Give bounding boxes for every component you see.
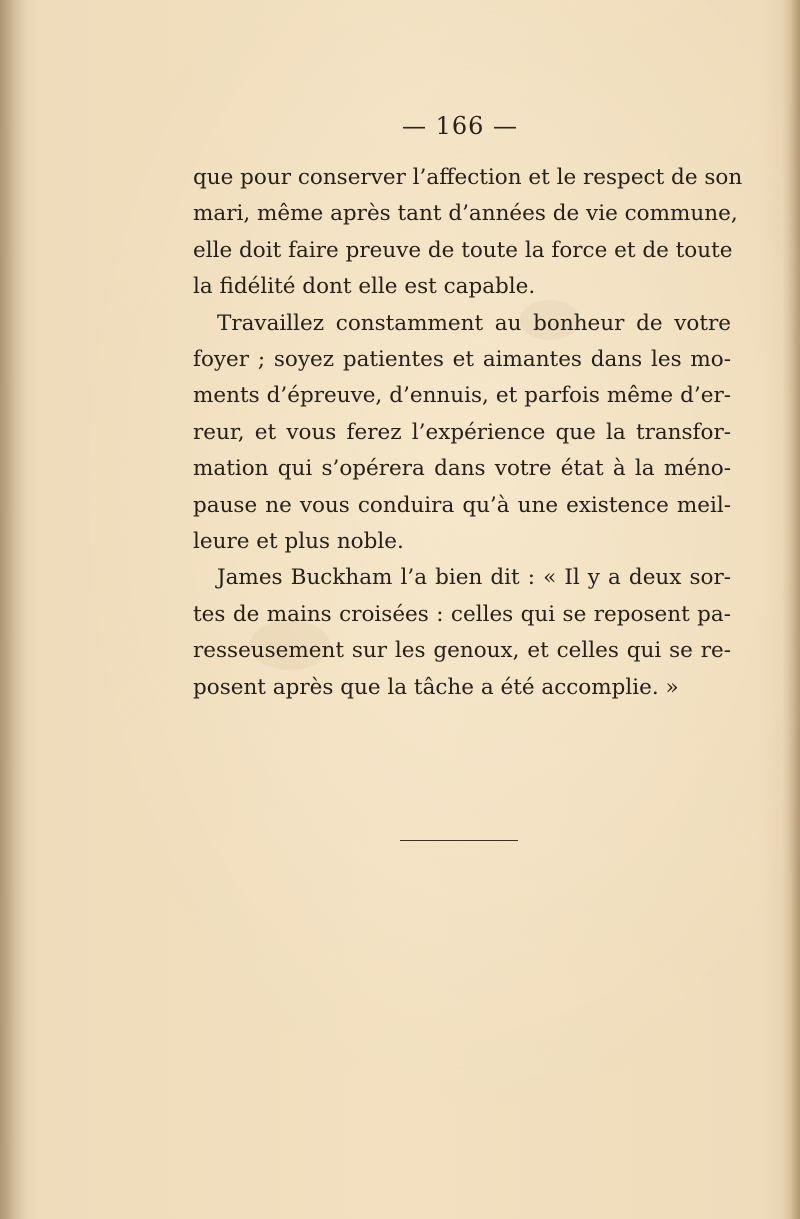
- page-number: — 166 —: [401, 112, 519, 140]
- text-line: pause ne vous conduira qu’à une existence meil-: [193, 492, 731, 518]
- text-line: mari, même après tant d’années de vie commune,: [193, 201, 738, 227]
- text-line: foyer ; soyez patientes et aimantes dans les mo-: [193, 347, 731, 373]
- text-line: Travaillez constamment au bonheur de votre: [217, 310, 731, 336]
- paragraph-3: [193, 560, 731, 706]
- text-line: que pour conserver l’affection et le respect de son: [193, 165, 743, 190]
- text-line: reur, et vous ferez l’expérience que la transfor-: [193, 419, 731, 445]
- page-edge: [782, 0, 800, 1219]
- text-line: mation qui s’opérera dans votre état à la méno-: [193, 456, 731, 482]
- text-line: posent après que la tâche a été accomplie. »: [193, 674, 679, 700]
- paragraph-1: [193, 160, 743, 306]
- text-line: la fidélité dont elle est capable.: [193, 274, 536, 300]
- paragraph-2: [193, 306, 731, 561]
- text-line: James Buckham l’a bien dit : « Il y a deux sor-: [217, 565, 731, 591]
- body-text: [193, 160, 743, 706]
- text-line: elle doit faire preuve de toute la force et de toute: [193, 237, 733, 263]
- text-line: tes de mains croisées : celles qui se reposent pa-: [193, 601, 731, 627]
- end-rule: [400, 840, 518, 841]
- text-line: resseusement sur les genoux, et celles qui se re-: [193, 638, 731, 664]
- text-line: ments d’épreuve, d’ennuis, et parfois même d’er-: [193, 383, 731, 409]
- binding-shadow: [0, 0, 26, 1219]
- text-line: leure et plus noble.: [193, 529, 404, 555]
